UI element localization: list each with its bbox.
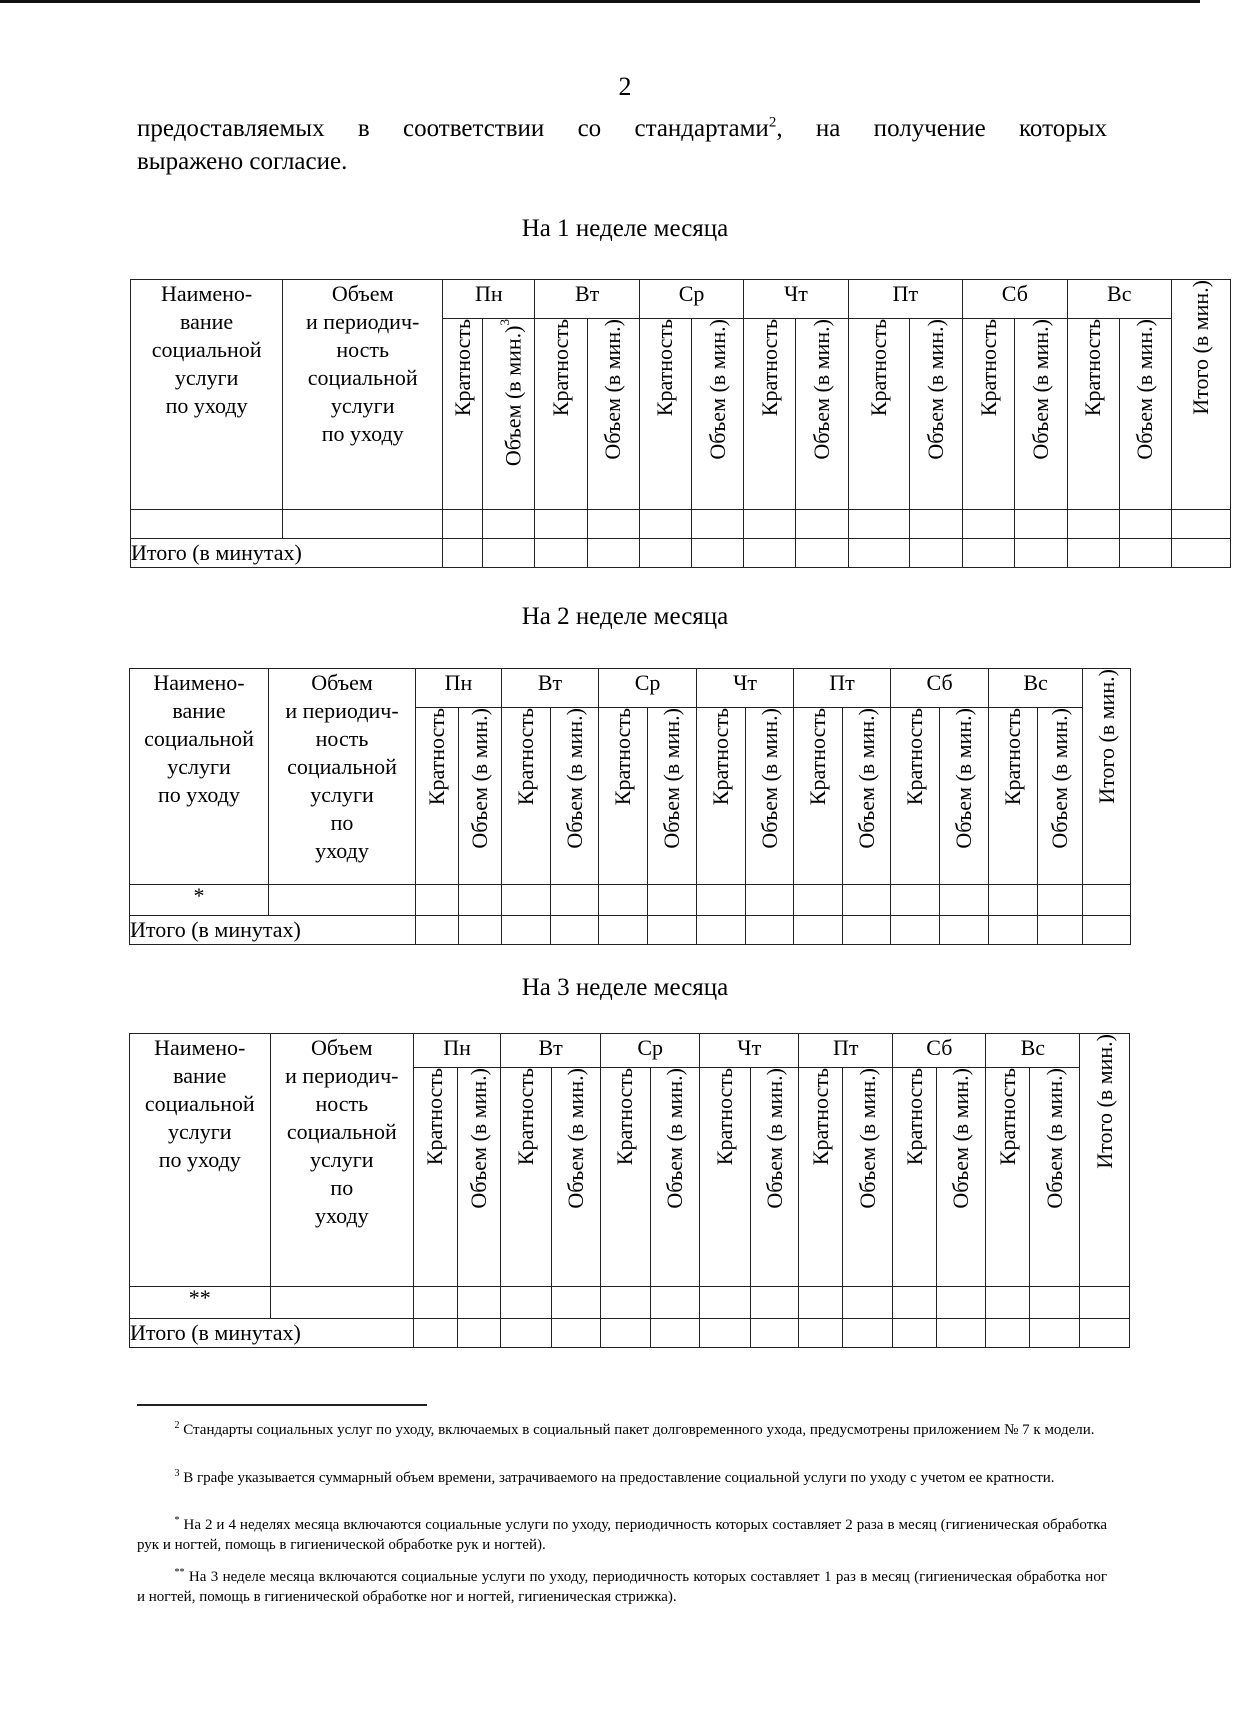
total-cell[interactable] [936, 1319, 986, 1348]
data-cell[interactable] [1067, 510, 1119, 539]
frequency-label: Кратность [865, 319, 891, 417]
frequency-header [601, 1068, 651, 1287]
frequency-header [501, 1068, 552, 1287]
data-cell[interactable] [457, 1287, 500, 1319]
total-cell[interactable] [940, 916, 989, 945]
volume-minutes-header [1029, 1068, 1080, 1287]
day-header-3: Ср [601, 1034, 700, 1068]
volume-minutes-header [746, 708, 794, 885]
data-cell[interactable] [697, 885, 746, 916]
data-cell[interactable] [794, 885, 843, 916]
data-cell[interactable] [799, 1287, 842, 1319]
volume-minutes-label: Объем (в мин.) [853, 708, 879, 849]
frequency-header [535, 319, 587, 510]
frequency-header [799, 1068, 842, 1287]
frequency-header [502, 708, 551, 885]
day-header-4: Чт [744, 280, 848, 319]
day-header-5: Пт [794, 669, 891, 708]
volume-minutes-header [1038, 708, 1083, 885]
frequency-label: Кратность [708, 708, 734, 806]
footnote-indent [137, 1517, 175, 1533]
volume-minutes-label: Объем (в мин.) [948, 1068, 974, 1209]
total-cell[interactable] [650, 1319, 700, 1348]
footnote-ref-3: 3 [496, 319, 512, 326]
total-row [130, 916, 1131, 945]
footnote-mark: 3 [174, 1468, 180, 1479]
volume-minutes-label: Объем (в мин.) [704, 319, 730, 460]
data-cell[interactable] [750, 1287, 799, 1319]
data-cell[interactable] [700, 1287, 751, 1319]
footnote-separator [137, 1404, 427, 1406]
data-cell[interactable] [551, 1287, 601, 1319]
footnote-mark: 2 [174, 1420, 180, 1431]
frequency-header [848, 319, 909, 510]
volume-minutes-label: Объем (в мин.) [1041, 1068, 1067, 1209]
volume-minutes-header [750, 1068, 799, 1287]
frequency-label: Кратность [807, 1068, 833, 1166]
data-cell[interactable] [891, 885, 940, 916]
volume-minutes-header [692, 319, 744, 510]
total-row-label: Итого (в минутах) [131, 539, 443, 568]
day-header-2: Вт [535, 280, 639, 319]
total-minutes-header [1083, 669, 1131, 885]
footnote-text: Стандарты социальных услуг по уходу, включаемых в социальный пакет долговременного ухода, предусмотрены приложением № 7 к модели. [179, 1422, 1095, 1438]
service-row-mark [131, 510, 283, 539]
intro-paragraph [137, 112, 1107, 178]
total-cell[interactable] [796, 539, 848, 568]
footnote-mark: ** [174, 1567, 185, 1578]
frequency-header [989, 708, 1038, 885]
total-cell[interactable] [457, 1319, 500, 1348]
data-cell[interactable] [1119, 510, 1171, 539]
footnote-indent [137, 1422, 175, 1438]
frequency-label: Кратность [652, 319, 678, 417]
volume-minutes-header [1015, 319, 1067, 510]
footnote-text: В графе указывается суммарный объем времени, затрачиваемого на предоставление социальной услуги по уходу с учетом ее кратности. [179, 1470, 1055, 1486]
data-cell[interactable] [648, 885, 697, 916]
volume-minutes-label: Объем (в мин.) [661, 1068, 687, 1209]
volume-minutes-header [940, 708, 989, 885]
frequency-label: Кратность [994, 1068, 1020, 1166]
data-cell[interactable] [501, 1287, 552, 1319]
day-header-1: Пн [414, 1034, 501, 1068]
volume-minutes-header [551, 1068, 601, 1287]
total-cell[interactable] [601, 1319, 651, 1348]
data-cell[interactable] [1038, 885, 1083, 916]
total-cell[interactable] [750, 1319, 799, 1348]
total-cell[interactable] [535, 539, 587, 568]
day-header-6: Сб [893, 1034, 986, 1068]
total-cell[interactable] [842, 1319, 893, 1348]
data-cell[interactable] [416, 885, 459, 916]
day-header-5: Пт [848, 280, 962, 319]
frequency-header [986, 1068, 1029, 1287]
data-cell[interactable] [986, 1287, 1029, 1319]
total-cell[interactable] [501, 1319, 552, 1348]
volume-minutes-label: Объем (в мин.) [467, 708, 492, 849]
day-header-7: Вс [989, 669, 1083, 708]
total-cell[interactable] [416, 916, 459, 945]
frequency-header [599, 708, 648, 885]
footnote-text: На 3 неделе месяца включаются социальные услуги по уходу, периодичность которых составляет 1 раз в месяц (гигиеническая обработка ног и ногтей, помощь в гигиенической обработке ног и ногтей, гигиеническая стрижка). [137, 1569, 1107, 1605]
service-volume-header: Объем и периодич- ность социальной услуги по уходу [283, 280, 443, 510]
frequency-header [744, 319, 796, 510]
volume-minutes-label: Объем (в мин.) [756, 708, 782, 849]
total-cell[interactable] [443, 539, 483, 568]
day-header-3: Ср [599, 669, 697, 708]
data-cell[interactable] [639, 510, 691, 539]
data-cell[interactable] [893, 1287, 936, 1319]
data-cell[interactable] [599, 885, 648, 916]
frequency-label: Кратность [612, 1068, 638, 1166]
day-header-1: Пн [416, 669, 502, 708]
total-cell[interactable] [746, 916, 794, 945]
data-cell[interactable] [283, 510, 443, 539]
data-cell[interactable] [692, 510, 744, 539]
frequency-header [794, 708, 843, 885]
volume-minutes-header [843, 708, 891, 885]
total-minutes-label: Итого (в мин.) [1188, 280, 1213, 415]
footnote-indent [137, 1470, 175, 1486]
frequency-header [1067, 319, 1119, 510]
service-row-mark: ** [130, 1287, 271, 1319]
data-cell[interactable] [940, 885, 989, 916]
frequency-header [639, 319, 691, 510]
total-minutes-header [1172, 280, 1231, 510]
data-cell[interactable] [650, 1287, 700, 1319]
frequency-header [893, 1068, 936, 1287]
total-cell[interactable] [502, 916, 551, 945]
data-cell[interactable] [535, 510, 587, 539]
total-cell[interactable] [700, 1319, 751, 1348]
frequency-label: Кратность [513, 708, 539, 806]
total-row [131, 539, 1231, 568]
frequency-header [443, 319, 483, 510]
volume-minutes-label: Объем (в мин.) [561, 708, 587, 849]
total-cell[interactable] [1080, 1319, 1130, 1348]
total-cell[interactable] [794, 916, 843, 945]
volume-minutes-header [842, 1068, 893, 1287]
day-header-3: Ср [639, 280, 743, 319]
total-cell[interactable] [697, 916, 746, 945]
day-header-2: Вт [501, 1034, 601, 1068]
frequency-header [700, 1068, 751, 1287]
total-cell[interactable] [459, 916, 502, 945]
volume-minutes-header [483, 319, 535, 510]
total-row-label: Итого (в минутах) [130, 1319, 414, 1348]
footnote-indent [137, 1569, 175, 1585]
volume-minutes-header [648, 708, 697, 885]
data-cell[interactable] [270, 1287, 414, 1319]
volume-minutes-label: Объем (в мин.) [951, 708, 977, 849]
frequency-label: Кратность [711, 1068, 737, 1166]
total-cell[interactable] [909, 539, 962, 568]
frequency-label: Кратность [805, 708, 831, 806]
total-cell[interactable] [692, 539, 744, 568]
service-data-row [130, 885, 1131, 916]
frequency-label: Кратность [512, 1068, 538, 1166]
total-cell[interactable] [551, 916, 599, 945]
data-cell[interactable] [1029, 1287, 1080, 1319]
volume-minutes-header [459, 708, 502, 885]
service-volume-header: Объем и периодич- ность социальной услуги по уходу [270, 1034, 414, 1287]
frequency-header [416, 708, 459, 885]
total-cell[interactable] [1119, 539, 1171, 568]
footnote-1 [137, 1416, 1107, 1440]
volume-minutes-header [1119, 319, 1171, 510]
volume-minutes-label: Объем (в мин.) [465, 1068, 491, 1209]
frequency-label: Кратность [901, 1068, 927, 1166]
frequency-header [963, 319, 1015, 510]
footnote-2 [137, 1464, 1107, 1488]
volume-minutes-header [650, 1068, 700, 1287]
total-cell[interactable] [414, 1319, 457, 1348]
total-cell[interactable] [893, 1319, 936, 1348]
frequency-label: Кратность [975, 319, 1001, 417]
volume-minutes-header [796, 319, 848, 510]
footnote-3 [137, 1511, 1107, 1555]
day-header-1: Пн [443, 280, 535, 319]
total-cell[interactable] [1015, 539, 1067, 568]
week-3-title: На 3 неделе месяца [521, 974, 729, 1001]
data-cell[interactable] [843, 885, 891, 916]
total-minutes-header [1080, 1034, 1130, 1287]
frequency-label: Кратность [422, 1068, 448, 1166]
data-cell[interactable] [502, 885, 551, 916]
week-2-title: На 2 неделе месяца [521, 603, 729, 630]
frequency-label: Кратность [756, 319, 782, 417]
intro-line-1: предоставляемых в соответствии со стандартами$^2$, на получение которых [137, 114, 1107, 142]
frequency-label: Кратность [548, 319, 573, 417]
data-cell[interactable] [796, 510, 848, 539]
volume-minutes-label: Объем (в мин.) [809, 319, 835, 460]
frequency-header [697, 708, 746, 885]
volume-minutes-label: Объем (в мин.) [922, 319, 948, 460]
frequency-label: Кратность [1080, 319, 1106, 417]
week-1-table [130, 279, 1231, 568]
day-header-4: Чт [700, 1034, 799, 1068]
total-cell[interactable] [891, 916, 940, 945]
volume-minutes-label: Объем (в мин.) [659, 708, 685, 849]
total-cell[interactable] [1029, 1319, 1080, 1348]
total-cell[interactable] [648, 916, 697, 945]
volume-minutes-header [936, 1068, 986, 1287]
day-header-5: Пт [799, 1034, 893, 1068]
total-cell[interactable] [989, 916, 1038, 945]
data-cell[interactable] [963, 510, 1015, 539]
total-minutes-label: Итого (в мин.) [1091, 1034, 1117, 1169]
service-data-row [130, 1287, 1130, 1319]
data-cell[interactable] [746, 885, 794, 916]
header-row [130, 1034, 1130, 1068]
week-2-table [129, 668, 1131, 945]
week-1-title: На 1 неделе месяца [521, 215, 729, 242]
service-row-mark: * [130, 885, 269, 916]
total-cell[interactable] [1083, 916, 1131, 945]
volume-minutes-header [457, 1068, 500, 1287]
volume-minutes-label: Объем (в мин.) [761, 1068, 787, 1209]
data-cell[interactable] [443, 510, 483, 539]
data-cell[interactable] [909, 510, 962, 539]
volume-minutes-header [909, 319, 962, 510]
frequency-header [414, 1068, 457, 1287]
frequency-label: Кратность [449, 319, 475, 417]
data-cell[interactable] [483, 510, 535, 539]
data-cell[interactable] [601, 1287, 651, 1319]
page-number: 2 [618, 72, 632, 101]
frequency-header [891, 708, 940, 885]
volume-minutes-label: Объем (в мин.) [600, 319, 626, 460]
intro-line-2: выражено согласие. [137, 148, 348, 175]
data-cell[interactable] [744, 510, 796, 539]
total-cell[interactable] [843, 916, 891, 945]
total-cell[interactable] [551, 1319, 601, 1348]
volume-minutes-header [551, 708, 599, 885]
top-border-line [0, 0, 1200, 3]
footnote-text: На 2 и 4 неделях месяца включаются социальные услуги по уходу, периодичность которых составляет 2 раза в месяц (гигиеническая обработка рук и ногтей, помощь в гигиенической обработке рук и ногтей). [137, 1517, 1107, 1553]
service-volume-header: Объем и периодич- ность социальной услуги по уходу [269, 669, 416, 885]
data-cell[interactable] [459, 885, 502, 916]
day-header-2: Вт [502, 669, 599, 708]
service-name-header: Наимено- вание социальной услуги по уходу [130, 1034, 271, 1287]
total-row [130, 1319, 1130, 1348]
frequency-label: Кратность [610, 708, 636, 806]
data-cell[interactable] [551, 885, 599, 916]
data-cell[interactable] [587, 510, 639, 539]
total-cell[interactable] [963, 539, 1015, 568]
volume-minutes-label: Объем (в мин.) [854, 1068, 880, 1209]
volume-minutes-label: Объем (в мин.) [1047, 708, 1073, 849]
frequency-label: Кратность [1000, 708, 1026, 806]
day-header-7: Вс [986, 1034, 1080, 1068]
frequency-label: Кратность [902, 708, 928, 806]
footnote-mark: * [174, 1515, 180, 1526]
frequency-label: Кратность [424, 708, 449, 806]
total-cell[interactable] [483, 539, 535, 568]
volume-minutes-label: Объем (в мин.)$^3$ [496, 319, 525, 467]
data-cell[interactable] [1080, 1287, 1130, 1319]
day-header-6: Сб [891, 669, 989, 708]
volume-minutes-label: Объем (в мин.) [1027, 319, 1053, 460]
data-cell[interactable] [1015, 510, 1067, 539]
service-name-header: Наимено- вание социальной услуги по уходу [130, 669, 269, 885]
total-row-label: Итого (в минутах) [130, 916, 416, 945]
total-cell[interactable] [639, 539, 691, 568]
header-row [131, 280, 1231, 319]
service-data-row [131, 510, 1231, 539]
total-cell[interactable] [1067, 539, 1119, 568]
day-header-6: Сб [963, 280, 1067, 319]
total-minutes-label: Итого (в мин.) [1093, 669, 1119, 804]
day-header-7: Вс [1067, 280, 1171, 319]
total-cell[interactable] [799, 1319, 842, 1348]
total-cell[interactable] [1038, 916, 1083, 945]
data-cell[interactable] [1083, 885, 1131, 916]
week-3-table [129, 1033, 1130, 1348]
total-cell[interactable] [1172, 539, 1231, 568]
data-cell[interactable] [269, 885, 416, 916]
footnote-ref-2: 2 [768, 114, 777, 131]
volume-minutes-header [587, 319, 639, 510]
data-cell[interactable] [414, 1287, 457, 1319]
total-cell[interactable] [599, 916, 648, 945]
data-cell[interactable] [1172, 510, 1231, 539]
data-cell[interactable] [842, 1287, 893, 1319]
total-cell[interactable] [587, 539, 639, 568]
total-cell[interactable] [744, 539, 796, 568]
footnote-4 [137, 1563, 1107, 1607]
total-cell[interactable] [986, 1319, 1029, 1348]
service-name-header: Наимено- вание социальной услуги по уходу [131, 280, 283, 510]
header-row [130, 669, 1131, 708]
data-cell[interactable] [989, 885, 1038, 916]
volume-minutes-label: Объем (в мин.) [1132, 319, 1158, 460]
total-cell[interactable] [848, 539, 909, 568]
day-header-4: Чт [697, 669, 794, 708]
volume-minutes-label: Объем (в мин.) [562, 1068, 588, 1209]
data-cell[interactable] [848, 510, 909, 539]
data-cell[interactable] [936, 1287, 986, 1319]
